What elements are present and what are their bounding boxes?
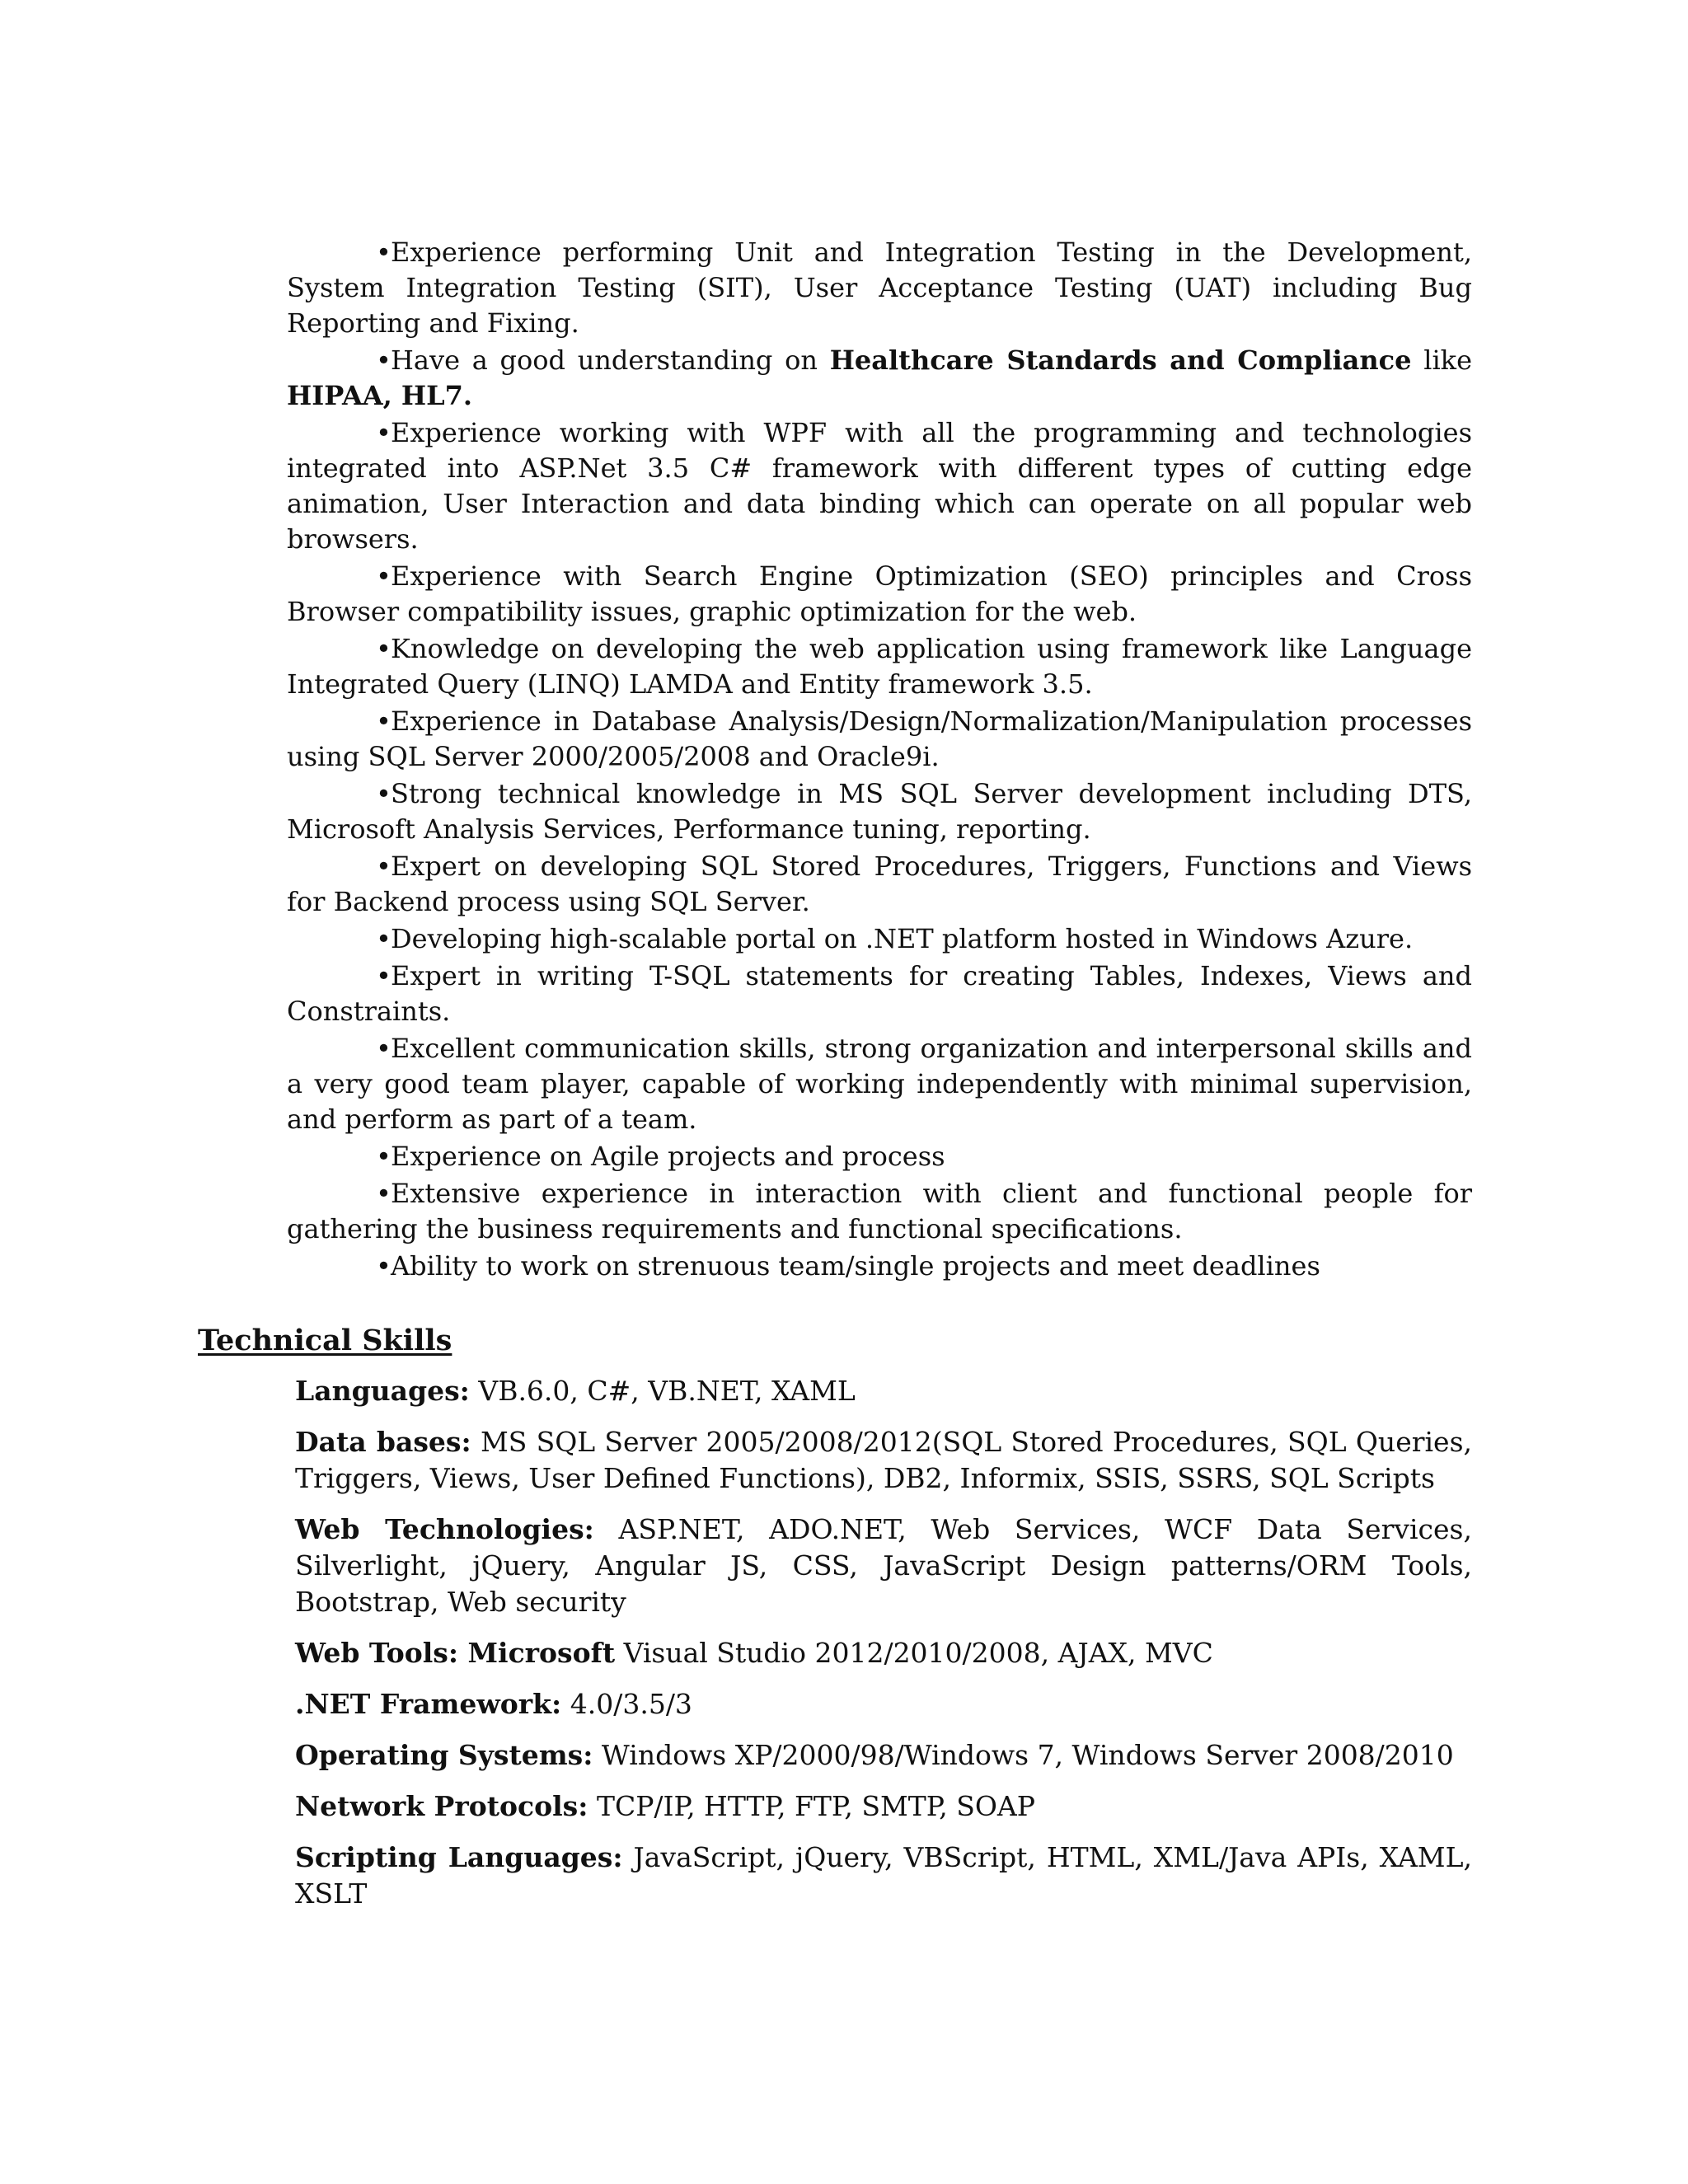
bullet-text-emphasis: Healthcare Standards and Compliance: [829, 344, 1412, 376]
experience-bullet: [287, 1139, 1472, 1174]
skill-row: [295, 1424, 1472, 1497]
skill-value: 4.0/3.5/3: [570, 1688, 692, 1720]
bullet-dot-icon: •: [376, 1250, 392, 1282]
bullet-text: Expert on developing SQL Stored Procedures, Triggers, Functions and Views for Backend process using SQL Server.: [287, 851, 1472, 917]
skill-label: Web Tools: Microsoft: [295, 1637, 616, 1669]
bullet-text: Extensive experience in interaction with client and functional people for gathering the business requirements and functional specifications.: [287, 1178, 1472, 1244]
bullet-text: Experience working with WPF with all the programming and technologies integrated into ASP.Net 3.5 C# framework with different types of cutting edge animation, User Interaction and data binding which can operate on all popular web browsers.: [287, 417, 1472, 555]
bullet-text: Experience performing Unit and Integration Testing in the Development, System Integration Testing (SIT), User Acceptance Testing (UAT) including Bug Reporting and Fixing.: [287, 237, 1472, 339]
experience-bullet: [287, 631, 1472, 702]
skill-value: Visual Studio 2012/2010/2008, AJAX, MVC: [623, 1637, 1213, 1669]
experience-bullet: [287, 1176, 1472, 1247]
technical-skills-list: [295, 1373, 1472, 1927]
bullet-dot-icon: •: [376, 851, 392, 882]
skill-label: .NET Framework:: [295, 1688, 562, 1720]
skill-value: MS SQL Server 2005/2008/2012(SQL Stored Procedures, SQL Queries, Triggers, Views, User Defined Functions), DB2, Informix, SSIS, SSRS, SQL Scripts: [295, 1426, 1473, 1494]
bullet-text: Strong technical knowledge in MS SQL Server development including DTS, Microsoft Analysis Services, Performance tuning, reporting.: [287, 778, 1472, 845]
bullet-dot-icon: •: [376, 633, 392, 664]
bullet-text-emphasis: HIPAA, HL7.: [287, 380, 473, 411]
bullet-text: Ability to work on strenuous team/single projects and meet deadlines: [391, 1250, 1320, 1282]
skill-label: Data bases:: [295, 1426, 471, 1458]
experience-bullet-list: [287, 235, 1472, 1286]
experience-bullet: [287, 849, 1472, 920]
bullet-dot-icon: •: [376, 778, 392, 809]
skill-value: JavaScript, jQuery, VBScript, HTML, XML/Java APIs, XAML, XSLT: [295, 1841, 1473, 1910]
skill-row: [295, 1635, 1472, 1671]
bullet-dot-icon: •: [376, 560, 392, 592]
bullet-text: Developing high-scalable portal on .NET platform hosted in Windows Azure.: [391, 923, 1414, 954]
experience-bullet: [287, 415, 1472, 557]
experience-bullet: [287, 776, 1472, 847]
experience-bullet: [287, 704, 1472, 775]
experience-bullet: [287, 343, 1472, 414]
bullet-text: Expert in writing T-SQL statements for creating Tables, Indexes, Views and Constraints.: [287, 960, 1472, 1027]
skill-row: [295, 1511, 1472, 1620]
bullet-text: Knowledge on developing the web application using framework like Language Integrated Query (LINQ) LAMDA and Entity framework 3.5.: [287, 633, 1472, 700]
bullet-dot-icon: •: [376, 1178, 392, 1209]
experience-bullet: [287, 958, 1472, 1029]
skill-value: VB.6.0, C#, VB.NET, XAML: [478, 1375, 856, 1407]
experience-bullet: [287, 1249, 1472, 1284]
skill-label: Web Technologies:: [295, 1513, 594, 1545]
bullet-text: Experience with Search Engine Optimization (SEO) principles and Cross Browser compatibility issues, graphic optimization for the web.: [287, 560, 1472, 627]
experience-bullet: [287, 559, 1472, 630]
skill-row: [295, 1737, 1472, 1774]
bullet-dot-icon: •: [376, 344, 392, 376]
bullet-dot-icon: •: [376, 923, 392, 954]
experience-bullet: [287, 921, 1472, 957]
skill-value: Windows XP/2000/98/Windows 7, Windows Server 2008/2010: [601, 1739, 1454, 1771]
experience-bullet: [287, 1031, 1472, 1137]
bullet-text: Excellent communication skills, strong organization and interpersonal skills and a very good team player, capable of working independently with minimal supervision, and perform as part of a team.: [287, 1033, 1472, 1135]
skill-label: Scripting Languages:: [295, 1841, 623, 1873]
bullet-dot-icon: •: [376, 1141, 392, 1172]
bullet-text: Experience on Agile projects and process: [391, 1141, 945, 1172]
skill-label: Network Protocols:: [295, 1790, 588, 1822]
skill-row: [295, 1686, 1472, 1722]
bullet-dot-icon: •: [376, 960, 392, 991]
bullet-dot-icon: •: [376, 237, 392, 268]
skill-row: [295, 1840, 1472, 1912]
skill-label: Languages:: [295, 1375, 470, 1407]
skill-row: [295, 1788, 1472, 1825]
experience-bullet: [287, 235, 1472, 341]
technical-skills-heading: Technical Skills: [198, 1324, 452, 1357]
bullet-text: Experience in Database Analysis/Design/Normalization/Manipulation processes using SQL Server 2000/2005/2008 and Oracle9i.: [287, 705, 1472, 772]
bullet-dot-icon: •: [376, 1033, 392, 1064]
skill-value: ASP.NET, ADO.NET, Web Services, WCF Data Services, Silverlight, jQuery, Angular JS, CSS, JavaScript Design patterns/ORM Tools, Bootstrap, Web security: [295, 1513, 1472, 1618]
skill-label: Operating Systems:: [295, 1739, 593, 1771]
bullet-dot-icon: •: [376, 417, 392, 448]
skill-value: TCP/IP, HTTP, FTP, SMTP, SOAP: [596, 1790, 1035, 1822]
skill-row: [295, 1373, 1472, 1409]
bullet-dot-icon: •: [376, 705, 392, 737]
bullet-text: like: [1411, 344, 1472, 376]
bullet-text: Have a good understanding on: [391, 344, 830, 376]
